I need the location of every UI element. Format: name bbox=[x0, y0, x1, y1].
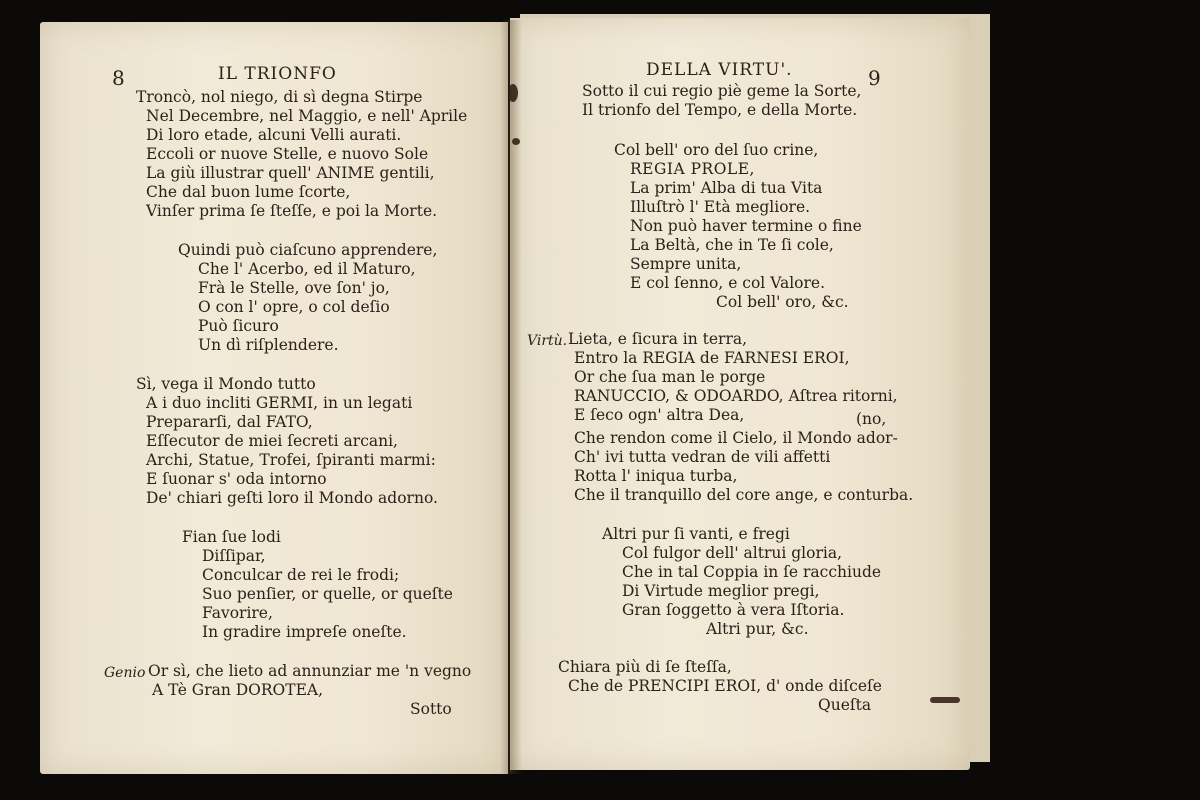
speaker-label: Virtù. bbox=[527, 333, 568, 349]
page-number: 9 bbox=[868, 66, 881, 90]
verse-line: Chiara più di ſe ſteſſa, bbox=[558, 658, 732, 676]
verse-line: Lieta, e ſicura in terra, bbox=[568, 330, 748, 348]
verse-line: Eccoli or nuove Stelle, e nuovo Sole bbox=[146, 145, 429, 163]
verse-line: Frà le Stelle, ove ſon' jo, bbox=[198, 279, 390, 297]
verse-line: Rotta l' iniqua turba, bbox=[574, 467, 738, 485]
verse-line: Di Virtude meglior pregi, bbox=[622, 582, 820, 600]
verse-line: Vinſer prima ſe ſteſſe, e poi la Morte. bbox=[146, 202, 438, 220]
verse-line: Di loro etade, alcuni Velli aurati. bbox=[146, 126, 402, 144]
verse-line: Diſſipar, bbox=[202, 547, 266, 565]
verse-line: Col bell' oro del ſuo crine, bbox=[614, 141, 819, 159]
verse-line: Nel Decembre, nel Maggio, e nell' Aprile bbox=[146, 107, 468, 125]
verse-line: La Beltà, che in Te ſi cole, bbox=[630, 236, 834, 254]
ink-stain bbox=[508, 84, 518, 102]
verse-line: Il trionfo del Tempo, e della Morte. bbox=[582, 101, 858, 119]
verse-line: La prim' Alba di tua Vita bbox=[630, 179, 823, 197]
verse-line: Non può haver termine o fine bbox=[630, 217, 862, 235]
refrain-line: Col bell' oro, &c. bbox=[716, 293, 849, 311]
verse-line: Archi, Statue, Trofei, ſpiranti marmi: bbox=[146, 451, 436, 469]
verse-line: Che dal buon lume ſcorte, bbox=[146, 183, 351, 201]
verse-line: Illuſtrò l' Età megliore. bbox=[630, 198, 811, 216]
verse-line: Troncò, nol niego, di sì degna Stirpe bbox=[136, 88, 423, 106]
verse-line: De' chiari geſti loro il Mondo adorno. bbox=[146, 489, 438, 507]
verse-line: Altri pur ſi vanti, e fregi bbox=[602, 525, 790, 543]
refrain-line: Altri pur, &c. bbox=[706, 620, 809, 638]
verse-line: A Tè Gran DOROTEA, bbox=[152, 681, 324, 699]
verse-line: REGIA PROLE, bbox=[630, 160, 755, 178]
verse-line: Eſſecutor de miei ſecreti arcani, bbox=[146, 432, 398, 450]
book-gutter bbox=[500, 20, 522, 774]
verse-line: In gradire impreſe oneſte. bbox=[202, 623, 407, 641]
verse-line: A i duo incliti GERMI, in un legati bbox=[146, 394, 413, 412]
verse-line: Fian ſue lodi bbox=[182, 528, 281, 546]
verse-line: Che il tranquillo del core ange, e conturba. bbox=[574, 486, 914, 504]
verse-line: Che l' Acerbo, ed il Maturo, bbox=[198, 260, 416, 278]
verse-line-turnover: (no, bbox=[856, 410, 887, 428]
verse-line: Che rendon come il Cielo, il Mondo ador- bbox=[574, 429, 898, 447]
page-number: 8 bbox=[112, 66, 125, 90]
verse-line: Suo penſier, or quelle, or queſte bbox=[202, 585, 453, 603]
verse-line: Quindi può ciaſcuno apprendere, bbox=[178, 241, 438, 259]
verse-line: Col fulgor dell' altrui gloria, bbox=[622, 544, 842, 562]
verse-line: Sotto il cui regio piè geme la Sorte, bbox=[582, 82, 862, 100]
speaker-label: Genio bbox=[104, 665, 146, 681]
running-head: IL TRIONFO bbox=[218, 64, 337, 84]
verse-line: E col ſenno, e col Valore. bbox=[630, 274, 826, 292]
verse-line: O con l' opre, o col deſio bbox=[198, 298, 390, 316]
verse-line: Ch' ivi tutta vedran de vili affetti bbox=[574, 448, 831, 466]
verse-line: La giù illustrar quell' ANIME gentili, bbox=[146, 164, 435, 182]
verse-line: Gran ſoggetto à vera Iſtoria. bbox=[622, 601, 845, 619]
verse-line: Che de PRENCIPI EROI, d' onde diſceſe bbox=[568, 677, 882, 695]
verse-line: Sempre unita, bbox=[630, 255, 742, 273]
catchword: Queſta bbox=[818, 696, 872, 714]
verse-line: Può ſicuro bbox=[198, 317, 279, 335]
ink-stain bbox=[512, 138, 520, 145]
verse-line: E ſuonar s' oda intorno bbox=[146, 470, 327, 488]
catchword: Sotto bbox=[410, 700, 452, 718]
verse-line: RANUCCIO, & ODOARDO, Aſtrea ritorni, bbox=[574, 387, 898, 405]
ink-stain bbox=[930, 697, 960, 703]
verse-line: Or sì, che lieto ad annunziar me 'n vegno bbox=[148, 662, 472, 680]
verse-line: Favorire, bbox=[202, 604, 273, 622]
verse-line: Entro la REGIA de FARNESI EROI, bbox=[574, 349, 850, 367]
verse-line: Prepararſi, dal FATO, bbox=[146, 413, 313, 431]
verse-line: Or che ſua man le porge bbox=[574, 368, 766, 386]
running-head: DELLA VIRTU'. bbox=[646, 60, 793, 80]
verse-line: E ſeco ogn' altra Dea, bbox=[574, 406, 745, 424]
verse-line: Che in tal Coppia in ſe racchiude bbox=[622, 563, 882, 581]
verse-line: Sì, vega il Mondo tutto bbox=[136, 375, 316, 393]
verse-line: Un dì riſplendere. bbox=[198, 336, 339, 354]
verse-line: Conculcar de rei le frodi; bbox=[202, 566, 400, 584]
